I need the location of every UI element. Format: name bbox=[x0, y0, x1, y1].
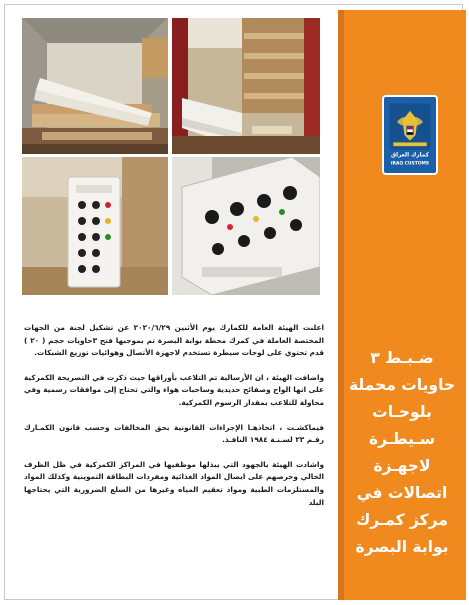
iraq-customs-logo bbox=[382, 95, 438, 175]
photo-container-interior-panels bbox=[22, 18, 168, 154]
article-body bbox=[24, 322, 324, 521]
photo-container-interior-panels-image bbox=[22, 18, 168, 154]
logo-arabic-text: كمارك العراق bbox=[390, 152, 430, 159]
iraq-customs-emblem-icon bbox=[384, 97, 436, 173]
headline: ضـبـط ٣ حاويات محملة بلوحـات سـيطـرة لاجهـزة اتصالات في مركز كمـرك بوابة البصرة bbox=[348, 349, 456, 556]
photo-container-racks-rear bbox=[172, 18, 320, 154]
orange-panel-shade bbox=[338, 10, 344, 600]
photo-control-panel-device bbox=[22, 157, 168, 295]
article-paragraph-3: فيماكشـت ، اتخاذهـا الإجراءات القانونية بحق المخالفات وحسب قانون الكمـارك رقـم ٢٣ لسـنـة ١٩٨٤ النافـذ. bbox=[24, 422, 324, 445]
article-paragraph-4: واشادت الهيئة بالجهود التي يبذلها موظفيها في المراكز الكمركية في ظل الظرف الحالي وحرصهم على ايصال المواد الغذائية ومفردات البطاقة التموينية وكذلك المواد والمستلزمات الطبية ومواد تعقيم المياه وغيرها من السلع الضرورية التي يحتاجها البلد bbox=[24, 459, 324, 507]
article-paragraph-2: واضافت الهيئة ، ان الأرسالية تم التلاعب بأوراقها حيث ذكرت في التصريحة الكمركية على انها الواح وصفائح حديدية وساحبات هواء والتي تحتاج إلى موافقات رسمية وفي محاولة للتلاعب بمقدار الرسوم الكمركية. bbox=[24, 372, 324, 407]
photo-control-panel-closeup-image bbox=[172, 157, 320, 295]
logo-english-text: IRAQ CUSTOMS bbox=[390, 161, 430, 167]
photo-control-panel-device-image bbox=[22, 157, 168, 295]
article-paragraph-1: اعلنت الهيئة العامة للكمارك يوم الأثنين ٢٠٢٠/٦/٢٩ عن تشكيل لجنة من الجهات المختصة العاملة في كمرك محطة بوابة البصرة تم بموجبها فتح ٣حاويات حجم ( ٢٠ ) قدم تحتوي على لوحات سيطرة تستخدم لاجهزة الأتصال وهوائيات توزيع الشبكات. bbox=[24, 323, 324, 358]
photo-container-racks-rear-image bbox=[172, 18, 320, 154]
photo-control-panel-closeup bbox=[172, 157, 320, 295]
